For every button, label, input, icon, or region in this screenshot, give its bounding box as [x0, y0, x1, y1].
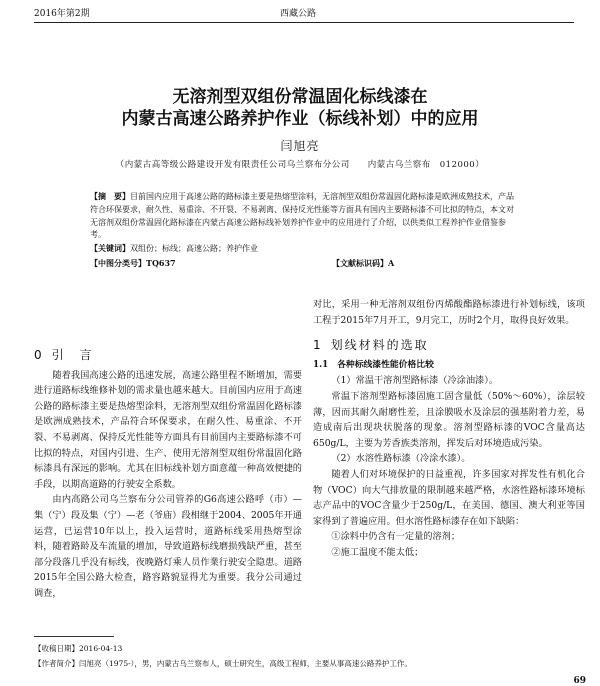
item1-title: （1）常温干溶剂型路标漆（冷涂油漆）。: [331, 375, 499, 387]
keywords-text: 双组份；标线；高速公路；养护作业: [130, 244, 258, 253]
subsection-heading: 1.1 各种标线漆性能价格比较: [313, 359, 434, 370]
item1-text: 常温下溶剂型路标漆固施工固含量低（50%～60%），涂层较薄，因而其耐久耐磨性差，且涂膜吸水及涂层的强基附着力差，易造成南后出现块状脱落的现象。溶剂型路标漆的VOC含量高达650g/L，主要为芳香族类溶剂，挥发后对环境造成污染。: [313, 390, 585, 449]
section1-number: 1: [313, 338, 323, 353]
classification-number: [90, 258, 176, 269]
footnote-rule: [34, 636, 114, 637]
issue-label: 2016年第2期: [34, 9, 90, 19]
item2-text: 随着人们对环境保护的日益重视，许多国家对挥发性有机化合物（VOC）向大气排放量的限制越来越严格，水溶性路标漆环境标志产品中的VOC含量少于250g/L，在美国、德国、澳大利亚等国家得到了普遍应用。但水溶性路标漆存在如下缺陷：: [313, 468, 585, 527]
left-column: [34, 348, 302, 602]
keywords-label: 【关键词】: [90, 243, 130, 253]
journal-name: 西藏公路: [280, 9, 317, 19]
author-name: 闫旭亮: [280, 139, 320, 153]
document-code: [332, 258, 394, 269]
section1-title: 划线材料的选取: [330, 338, 429, 353]
author-affiliation: （内蒙古高等级公路建设开发有限责任公司乌兰察布分公司 内蒙古乌兰察布 012000）: [115, 160, 485, 170]
classification-label: 【中图分类号】: [90, 258, 146, 268]
received-date: 【收稿日期】2016-04-13: [34, 644, 123, 653]
defect-item-2: ②施工温度不能太低；: [331, 546, 424, 558]
item2-title: （2）水溶性路标漆（冷涂水漆）。: [331, 453, 471, 465]
author-bio: 【作者简介】闫旭亮（1975-），男，内蒙古乌兰察布人，硕士研究生，高级工程师，主要从事高速公路养护工作。: [34, 659, 412, 668]
doc-code-value: A: [388, 258, 395, 268]
page-number: 69: [573, 676, 586, 686]
intro-heading: [34, 348, 302, 364]
header-rule: [34, 22, 574, 23]
classification-value: TQ637: [146, 258, 176, 268]
running-header: [34, 6, 574, 20]
right-column: [313, 297, 585, 561]
doc-code-label: 【文献标识码】: [332, 258, 388, 268]
intro-paragraph: 由内高路公司乌兰察布分公司管养的G6高速公路呼（市）—集（宁）段及集（宁）—老（爷庙）段相继于2004、2005年开通运营，已运营10年以上，投入运营时，道路标线采用热熔型涂料，随着路龄及车流量的增加，导致道路标线磨损残缺严重，甚至部分段落几乎没有标线，夜晚路灯乘人员作業行驶安全隐患。道路2015年全国公路大检查，路容路貌显得尤为重要。我分公司通过调查，: [34, 494, 302, 599]
abstract-text: 目前国内应用于高速公路的路标漆主要是热熔型涂料，无溶剂型双组份常温固化路标漆是欧洲成熟技术，产品符合环保要求，耐久性、易重涂、不开裂、不易剥离、保持反光性能等方面具有国内主要路标漆不可比拟的特点，本文对无溶剂双组份常温固化路标漆在内蒙古高速公路标线补划养护作业中的应用进行了介绍，以供类似工程养护作业借鉴参考。: [90, 192, 514, 240]
article-title-line2: 内蒙古高速公路养护作业（标线补划）中的应用: [121, 109, 479, 129]
continuation-paragraph: 对比，采用一种无溶剂双组份丙烯酸酯路标漆进行补划标线，该项工程于2015年7月开工，9月完工，历时2个月，取得良好效果。: [313, 299, 585, 326]
article-title-line1: 无溶剂型双组份常温固化标线漆在: [172, 87, 428, 107]
abstract: [90, 190, 520, 242]
section1-heading: [313, 338, 585, 354]
intro-number: 0: [34, 348, 44, 362]
keywords: [90, 243, 258, 254]
defect-item-1: ①涂料中仍含有一定量的溶剂；: [331, 531, 461, 543]
intro-title: 引 言: [51, 348, 94, 362]
intro-paragraph: 随着我国高速公路的迅速发展，高速公路里程不断增加，需要进行道路标线维修补划的需求量也越来越大。目前国内应用于高速公路的路标漆主要是热熔型涂料，无溶剂型双组份常温固化路标漆是欧洲成熟技术，产品符合环保要求，在耐久性、易重涂、不开裂、不易剥离、保持反光性能等方面具有目前国内主要路标漆不可比拟的特点，对国内引进、生产、使用无溶剂型双组份常温固化路标漆具有深远的影响。尤其在旧标线补划方面意蕴一种高效便捷的手段，以期高道路的行驶安全系数。: [34, 369, 302, 490]
abstract-label: 【摘 要】: [90, 191, 130, 201]
